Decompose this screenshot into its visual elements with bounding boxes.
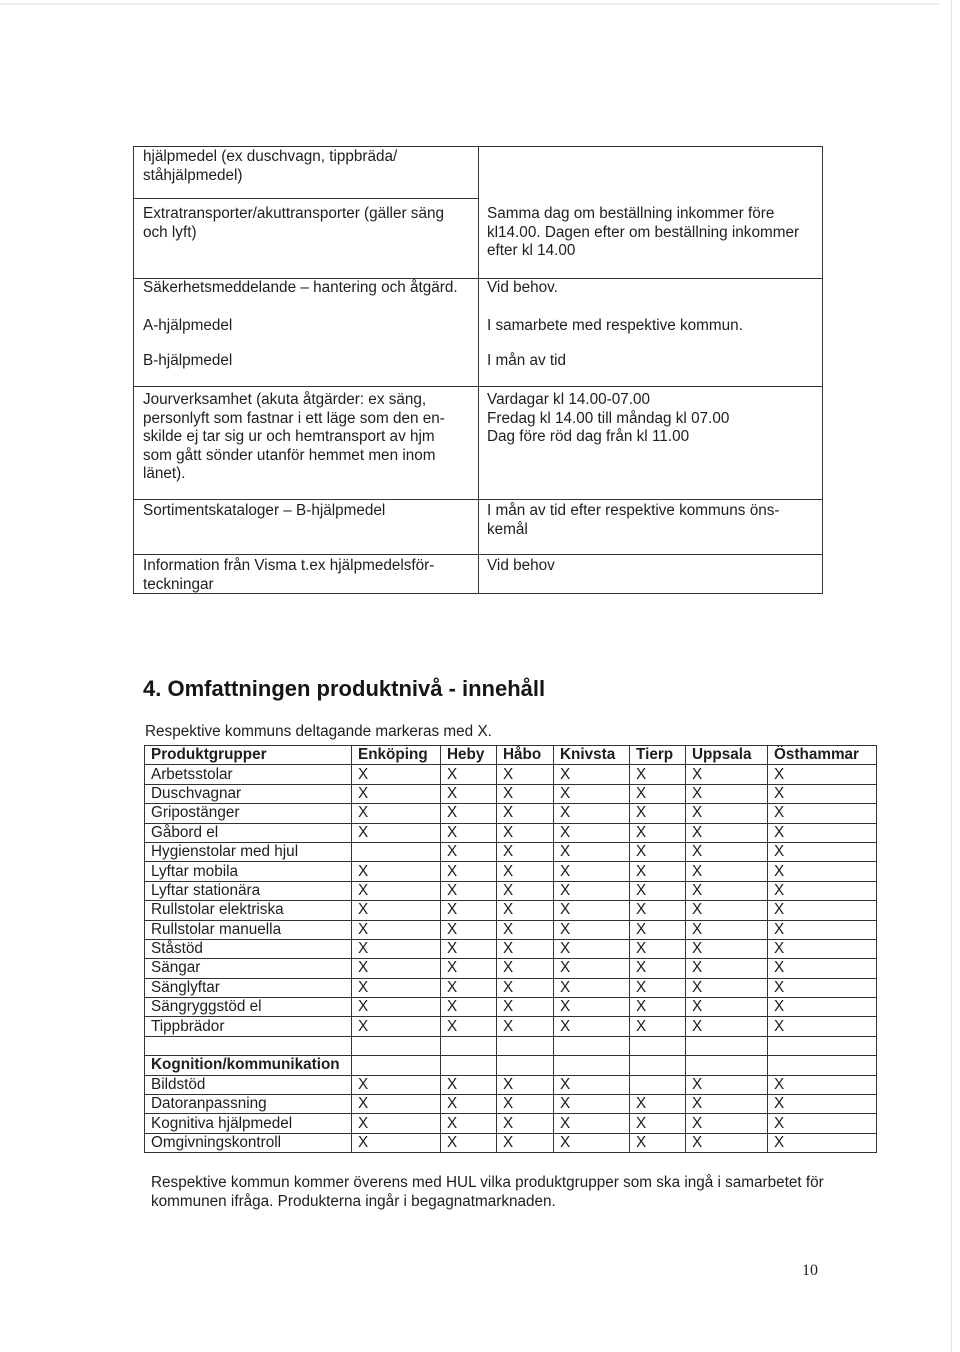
participation-cell: X [352, 823, 441, 842]
participation-cell: X [554, 765, 630, 784]
participation-cell: X [630, 1017, 686, 1036]
table-row [145, 784, 877, 803]
participation-cell: X [686, 920, 768, 939]
page-number: 10 [802, 1262, 818, 1279]
product-group-name: Sängar [145, 959, 352, 978]
participation-cell: X [497, 765, 554, 784]
table-row [145, 920, 877, 939]
participation-cell: X [686, 765, 768, 784]
participation-cell: X [554, 939, 630, 958]
table-row [145, 1133, 877, 1152]
column-header: Tierp [630, 746, 686, 765]
service-detail: I mån av tid [487, 352, 567, 369]
participation-cell: X [686, 823, 768, 842]
service-detail: Vid behov. [487, 279, 558, 296]
participation-cell: X [497, 804, 554, 823]
participation-cell: X [441, 901, 497, 920]
product-groups-table [144, 745, 877, 1153]
footer-note: Respektive kommun kommer överens med HUL vilka produktgrupper som ska ingå i samarbetet för kommunen ifråga. Produkterna ingår i begagnatmarknaden. [151, 1174, 824, 1210]
participation-cell: X [352, 920, 441, 939]
participation-cell: X [352, 1017, 441, 1036]
participation-cell: X [768, 784, 877, 803]
intro-text: Respektive kommuns deltagande markeras med X. [145, 723, 492, 740]
service-detail: I mån av tid efter respektive kommuns öns- kemål [487, 502, 780, 538]
participation-cell: X [554, 823, 630, 842]
services-table [133, 146, 823, 594]
participation-cell: X [630, 959, 686, 978]
product-group-name: Datoranpassning [145, 1095, 352, 1114]
product-group-name: Kognitiva hjälpmedel [145, 1114, 352, 1133]
participation-cell: X [768, 804, 877, 823]
service-label: Jourverksamhet (akuta åtgärder: ex säng, personlyft som fastnar i ett läge som den en- skilde ej tar sig ur och hemtransport av hjm som gått sönder utanför hemmet men inom länet). [143, 391, 445, 482]
participation-cell: X [686, 804, 768, 823]
participation-cell: X [554, 959, 630, 978]
row-divider [134, 198, 478, 199]
participation-cell: X [686, 1017, 768, 1036]
participation-cell: X [441, 1075, 497, 1094]
participation-cell: X [352, 1133, 441, 1152]
participation-cell: X [352, 862, 441, 881]
table-row [145, 804, 877, 823]
table-row [145, 959, 877, 978]
participation-cell: X [441, 862, 497, 881]
product-group-name: Arbetsstolar [145, 765, 352, 784]
participation-cell: X [686, 998, 768, 1017]
table-row [145, 862, 877, 881]
service-label: Extratransporter/akuttransporter (gäller säng och lyft) [143, 205, 444, 241]
product-group-name: Ståstöd [145, 939, 352, 958]
participation-cell: X [630, 842, 686, 861]
participation-cell: X [630, 920, 686, 939]
product-group-name: Bildstöd [145, 1075, 352, 1094]
participation-cell: X [554, 862, 630, 881]
participation-cell: X [686, 901, 768, 920]
participation-cell: X [630, 784, 686, 803]
row-divider [134, 554, 822, 555]
participation-cell: X [497, 1095, 554, 1114]
participation-cell: X [352, 959, 441, 978]
participation-cell: X [441, 978, 497, 997]
column-header: Knivsta [554, 746, 630, 765]
participation-cell: X [441, 920, 497, 939]
participation-cell: X [441, 1017, 497, 1036]
participation-cell: X [554, 998, 630, 1017]
participation-cell: X [497, 1017, 554, 1036]
service-label: Säkerhetsmeddelande – hantering och åtgärd. [143, 279, 458, 296]
participation-cell: X [441, 765, 497, 784]
scan-edge-top [0, 3, 940, 5]
participation-cell: X [630, 804, 686, 823]
spacer-row [145, 1036, 877, 1055]
column-header: Östhammar [768, 746, 877, 765]
column-header: Håbo [497, 746, 554, 765]
participation-cell: X [441, 881, 497, 900]
row-divider [134, 386, 822, 387]
participation-cell: X [768, 881, 877, 900]
participation-cell: X [352, 765, 441, 784]
participation-cell: X [768, 1075, 877, 1094]
table-row [145, 1075, 877, 1094]
product-group-name: Gåbord el [145, 823, 352, 842]
participation-cell: X [497, 823, 554, 842]
participation-cell: X [554, 901, 630, 920]
participation-cell: X [768, 998, 877, 1017]
participation-cell: X [441, 804, 497, 823]
participation-cell: X [630, 1095, 686, 1114]
product-group-name: Rullstolar manuella [145, 920, 352, 939]
service-label: Sortimentskataloger – B-hjälpmedel [143, 502, 386, 519]
participation-cell: X [686, 784, 768, 803]
participation-cell: X [768, 823, 877, 842]
participation-cell: X [352, 784, 441, 803]
participation-cell: X [686, 842, 768, 861]
participation-cell: X [686, 939, 768, 958]
service-label: Information från Visma t.ex hjälpmedelsför- teckningar [143, 557, 435, 593]
participation-cell: X [441, 1114, 497, 1133]
participation-cell: X [630, 998, 686, 1017]
table-row [145, 1114, 877, 1133]
service-detail: Vid behov [487, 557, 555, 574]
service-detail: I samarbete med respektive kommun. [487, 317, 743, 334]
participation-cell: X [497, 842, 554, 861]
table-row [145, 1095, 877, 1114]
participation-cell: X [352, 1075, 441, 1094]
row-divider [134, 499, 822, 500]
participation-cell: X [630, 1133, 686, 1152]
participation-cell: X [686, 1095, 768, 1114]
table-row [145, 823, 877, 842]
participation-cell: X [352, 804, 441, 823]
table-row [145, 881, 877, 900]
participation-cell: X [352, 1114, 441, 1133]
participation-cell [630, 1075, 686, 1094]
participation-cell: X [768, 978, 877, 997]
participation-cell: X [497, 901, 554, 920]
service-detail: Samma dag om beställning inkommer före kl14.00. Dagen efter om beställning inkommer efter kl 14.00 [487, 205, 800, 259]
participation-cell: X [768, 1114, 877, 1133]
participation-cell: X [630, 901, 686, 920]
participation-cell: X [768, 842, 877, 861]
group-title: Kognition/kommunikation [145, 1056, 352, 1075]
participation-cell: X [686, 1075, 768, 1094]
column-divider [478, 147, 479, 593]
participation-cell: X [497, 1075, 554, 1094]
participation-cell: X [630, 939, 686, 958]
participation-cell: X [686, 959, 768, 978]
service-detail: Vardagar kl 14.00-07.00 Fredag kl 14.00 till måndag kl 07.00 Dag före röd dag från kl 11.00 [487, 391, 730, 445]
group-title-row [145, 1056, 877, 1075]
participation-cell: X [497, 959, 554, 978]
table-row [145, 1017, 877, 1036]
column-header: Enköping [352, 746, 441, 765]
product-group-name: Omgivningskontroll [145, 1133, 352, 1152]
participation-cell: X [554, 1095, 630, 1114]
product-group-name: Rullstolar elektriska [145, 901, 352, 920]
section-heading: 4. Omfattningen produktnivå - innehåll [143, 676, 546, 701]
participation-cell: X [441, 939, 497, 958]
participation-cell: X [497, 881, 554, 900]
table-row [145, 842, 877, 861]
participation-cell: X [352, 939, 441, 958]
column-header: Heby [441, 746, 497, 765]
participation-cell: X [441, 784, 497, 803]
service-label: B-hjälpmedel [143, 352, 233, 369]
participation-cell: X [686, 1114, 768, 1133]
participation-cell: X [554, 1114, 630, 1133]
participation-cell: X [686, 881, 768, 900]
participation-cell: X [497, 862, 554, 881]
participation-cell: X [554, 1017, 630, 1036]
participation-cell: X [497, 1133, 554, 1152]
participation-cell: X [686, 978, 768, 997]
participation-cell: X [497, 998, 554, 1017]
participation-cell: X [768, 920, 877, 939]
participation-cell: X [441, 959, 497, 978]
participation-cell: X [768, 959, 877, 978]
participation-cell: X [441, 842, 497, 861]
service-label: hjälpmedel (ex duschvagn, tippbräda/ ståhjälpmedel) [143, 148, 398, 184]
participation-cell: X [554, 881, 630, 900]
participation-cell: X [352, 901, 441, 920]
participation-cell: X [768, 1133, 877, 1152]
product-group-name: Tippbrädor [145, 1017, 352, 1036]
participation-cell: X [768, 1017, 877, 1036]
product-group-name: Lyftar mobila [145, 862, 352, 881]
scan-edge-right [951, 0, 952, 1352]
participation-cell: X [352, 1095, 441, 1114]
participation-cell: X [630, 978, 686, 997]
participation-cell: X [768, 765, 877, 784]
table-row [145, 939, 877, 958]
participation-cell: X [554, 978, 630, 997]
participation-cell: X [554, 1075, 630, 1094]
product-group-name: Sänglyftar [145, 978, 352, 997]
service-label: A-hjälpmedel [143, 317, 233, 334]
participation-cell: X [630, 862, 686, 881]
product-group-name: Lyftar stationära [145, 881, 352, 900]
table-row [145, 998, 877, 1017]
participation-cell: X [497, 1114, 554, 1133]
participation-cell: X [554, 784, 630, 803]
participation-cell: X [441, 1095, 497, 1114]
table-row [145, 901, 877, 920]
participation-cell: X [497, 978, 554, 997]
participation-cell: X [768, 901, 877, 920]
participation-cell: X [686, 1133, 768, 1152]
participation-cell: X [554, 920, 630, 939]
participation-cell: X [441, 998, 497, 1017]
product-group-name: Hygienstolar med hjul [145, 842, 352, 861]
participation-cell: X [686, 862, 768, 881]
participation-cell: X [441, 823, 497, 842]
product-group-name: Sängryggstöd el [145, 998, 352, 1017]
participation-cell: X [554, 1133, 630, 1152]
table-row [145, 765, 877, 784]
participation-cell: X [768, 862, 877, 881]
column-header: Produktgrupper [145, 746, 352, 765]
product-group-name: Duschvagnar [145, 784, 352, 803]
participation-cell: X [630, 823, 686, 842]
participation-cell: X [630, 881, 686, 900]
participation-cell: X [352, 978, 441, 997]
participation-cell: X [352, 998, 441, 1017]
participation-cell: X [497, 939, 554, 958]
column-header: Uppsala [686, 746, 768, 765]
participation-cell: X [554, 804, 630, 823]
table-row [145, 978, 877, 997]
participation-cell: X [630, 765, 686, 784]
participation-cell: X [497, 920, 554, 939]
participation-cell: X [441, 1133, 497, 1152]
participation-cell: X [768, 1095, 877, 1114]
participation-cell: X [352, 881, 441, 900]
participation-cell: X [554, 842, 630, 861]
participation-cell: X [768, 939, 877, 958]
participation-cell [352, 842, 441, 861]
participation-cell: X [630, 1114, 686, 1133]
table-header-row [145, 746, 877, 765]
participation-cell: X [497, 784, 554, 803]
product-group-name: Gripostänger [145, 804, 352, 823]
